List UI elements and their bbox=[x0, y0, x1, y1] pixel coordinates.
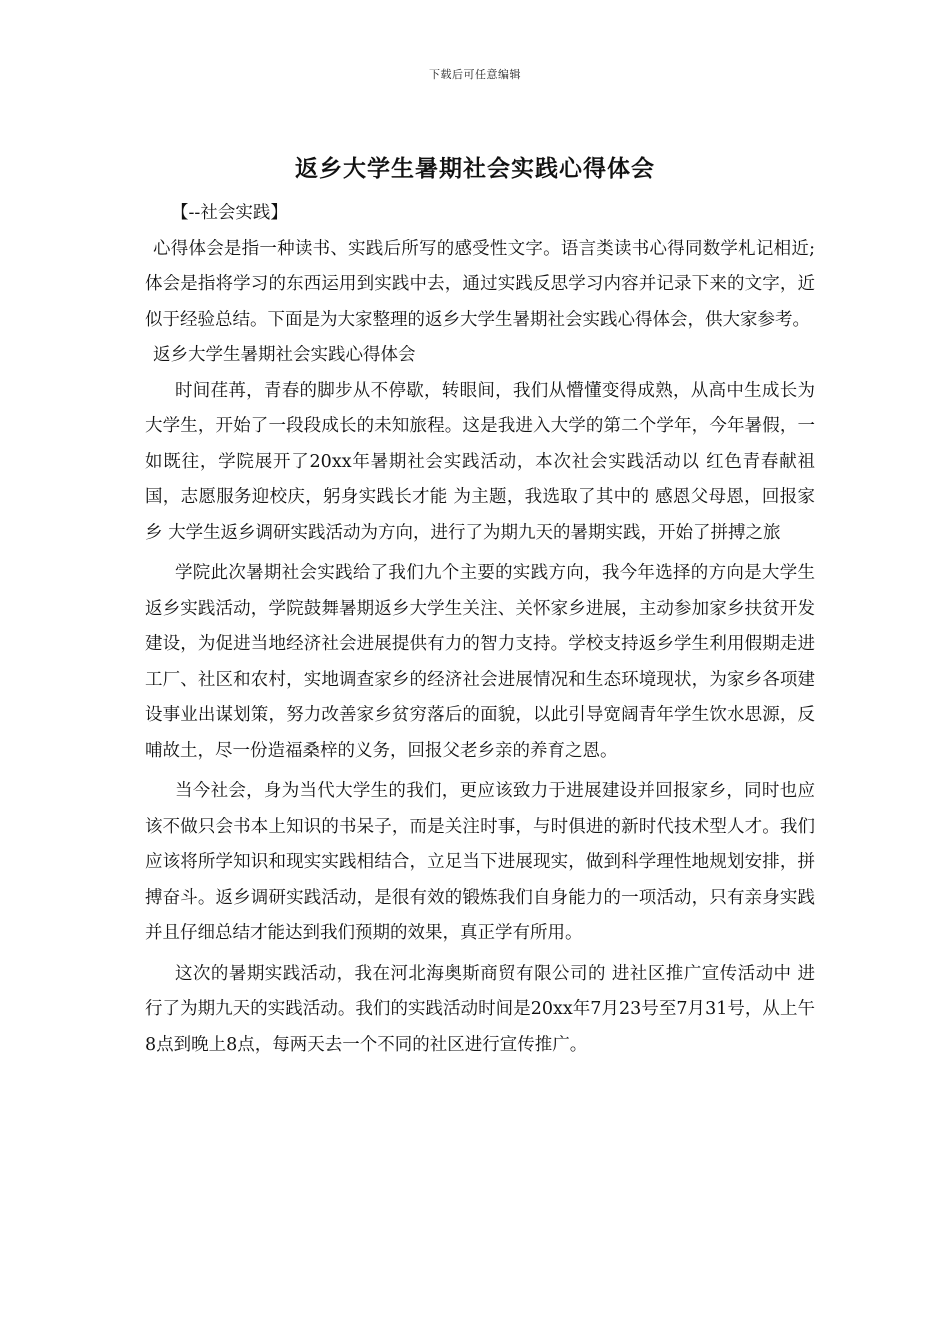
category-tag: 【--社会实践】 bbox=[171, 203, 288, 223]
section-subtitle: 返乡大学生暑期社会实践心得体会 bbox=[153, 345, 416, 365]
document-body bbox=[145, 196, 815, 1063]
intro-paragraph: 心得体会是指一种读书、实践后所写的感受性文字。语言类读书心得同数学札记相近;体会是指将学习的东西运用到实践中去，通过实践反思学习内容并记录下来的文字，近似于经验总结。下面是为大家整理的返乡大学生暑期社会实践心得体会，供大家参考。 bbox=[145, 238, 815, 330]
body-paragraph: 当今社会，身为当代大学生的我们，更应该致力于进展建设并回报家乡，同时也应该不做只会书本上知识的书呆子，而是关注时事，与时俱进的新时代技术型人才。我们应该将所学知识和现实实践相结合，立足当下进展现实，做到科学理性地规划安排，拼搏奋斗。返乡调研实践活动，是很有效的锻炼我们自身能力的一项活动，只有亲身实践并且仔细总结才能达到我们预期的效果，真正学有所用。 bbox=[145, 781, 815, 943]
body-paragraph: 学院此次暑期社会实践给了我们九个主要的实践方向，我今年选择的方向是大学生返乡实践活动，学院鼓舞暑期返乡大学生关注、关怀家乡进展，主动参加家乡扶贫开发建设，为促进当地经济社会进展提供有力的智力支持。学校支持返乡学生利用假期走进工厂、社区和农村，实地调查家乡的经济社会进展情况和生态环境现状，为家乡各项建设事业出谋划策，努力改善家乡贫穷落后的面貌，以此引导宽阔青年学生饮水思源，反哺故土，尽一份造福桑梓的义务，回报父老乡亲的养育之恩。 bbox=[145, 563, 815, 761]
document-title: 返乡大学生暑期社会实践心得体会 bbox=[295, 155, 655, 182]
header-note: 下载后可任意编辑 bbox=[429, 68, 521, 81]
body-paragraph: 这次的暑期实践活动，我在河北海奥斯商贸有限公司的 进社区推广宣传活动中 进行了为期九天的实践活动。我们的实践活动时间是20xx年7月23号至7月31号，从上午8点到晚上8点，每两天去一个不同的社区进行宣传推广。 bbox=[145, 963, 815, 1055]
body-paragraph: 时间荏苒，青春的脚步从不停歇，转眼间，我们从懵懂变得成熟，从高中生成长为大学生，开始了一段段成长的未知旅程。这是我进入大学的第二个学年，今年暑假，一如既往，学院展开了20xx年暑期社会实践活动，本次社会实践活动以 红色青春献祖国，志愿服务迎校庆，躬身实践长才能 为主题，我选取了其中的 感恩父母恩，回报家乡 大学生返乡调研实践活动为方向，进行了为期九天的暑期实践，开始了拼搏之旅 bbox=[145, 380, 815, 543]
